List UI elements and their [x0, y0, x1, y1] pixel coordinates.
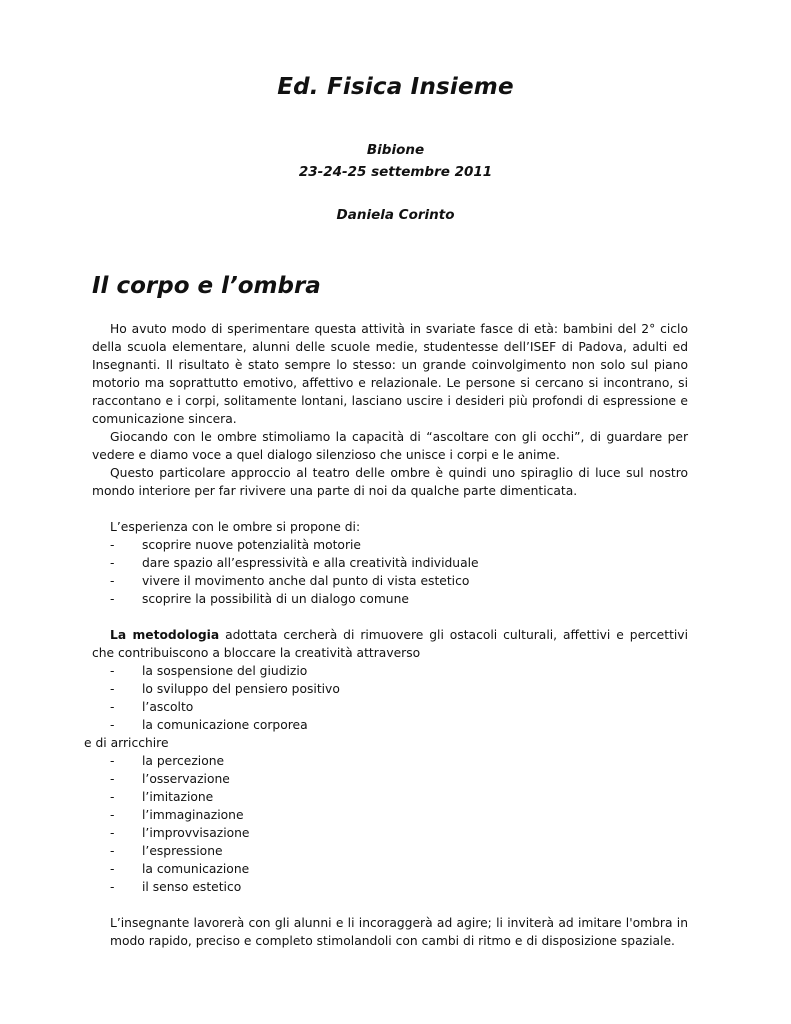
list-item — [92, 824, 688, 842]
list-item — [92, 878, 688, 896]
dash-bullet: - — [110, 700, 115, 714]
list-item-text: dare spazio all’espressività e alla creatività individuale — [142, 556, 479, 570]
list-item — [92, 788, 688, 806]
dash-bullet: - — [110, 592, 115, 606]
list-item-text: l’espressione — [142, 844, 223, 858]
paragraph-final: L’insegnante lavorerà con gli alunni e li incoraggerà ad agire; li inviterà ad imitare l'ombra in modo rapido, preciso e completo stimolandoli con cambi di ritmo e di disposizione spaziale. — [110, 916, 688, 948]
dash-bullet: - — [110, 790, 115, 804]
spacer — [92, 500, 688, 518]
list-item — [92, 698, 688, 716]
spacer — [92, 896, 688, 914]
paragraph-intro: Ho avuto modo di sperimentare questa attività in svariate fasce di età: bambini del 2° ciclo della scuola elementare, alunni delle scuole medie, studentesse dell’ISEF di Padova, adulti ed Insegnanti. Il risultato è stato sempre lo stesso: un grande coinvolgimento non solo sul piano motorio ma soprattutto emotivo, affettivo e relazionale. Le persone si cercano si incontrano, si raccontano e i corpi, solitamente lontani, lasciano uscire i desideri più profondi di espressione e comunicazione sincera. — [92, 322, 688, 426]
event-date: 23-24-25 settembre 2011 — [298, 164, 493, 180]
dash-bullet: - — [110, 826, 115, 840]
list-item — [92, 572, 688, 590]
list-item — [92, 806, 688, 824]
list-item — [92, 554, 688, 572]
list-item — [92, 680, 688, 698]
dash-bullet: - — [110, 880, 115, 894]
list-item-text: vivere il movimento anche dal punto di vista estetico — [142, 574, 470, 588]
dash-bullet: - — [110, 574, 115, 588]
goals-list — [92, 536, 688, 608]
dash-bullet: - — [110, 754, 115, 768]
spacer — [92, 608, 688, 626]
list-item-text: il senso estetico — [142, 880, 242, 894]
enrich-list — [92, 752, 688, 896]
list-item — [92, 770, 688, 788]
list-item — [92, 842, 688, 860]
list-item-text: l’immaginazione — [142, 808, 244, 822]
list-item-text: l’ascolto — [142, 700, 194, 714]
method-list — [92, 662, 688, 734]
list-item-text: scoprire nuove potenzialità motorie — [142, 538, 361, 552]
method-label: La metodologia — [110, 628, 220, 642]
author-name: Daniela Corinto — [336, 207, 455, 223]
section-title: Il corpo e l’ombra — [92, 273, 321, 299]
list-item — [92, 536, 688, 554]
dash-bullet: - — [110, 538, 115, 552]
paragraph-approach: Questo particolare approccio al teatro delle ombre è quindi uno spiraglio di luce sul nostro mondo interiore per far rivivere una parte di noi da qualche parte dimenticata. — [92, 466, 688, 498]
dash-bullet: - — [110, 862, 115, 876]
method-paragraph — [92, 626, 688, 662]
method-text: adottata cercherà di rimuovere gli ostacoli culturali, affettivi e percettivi che contribuiscono a bloccare la creatività attraverso — [92, 628, 688, 660]
paragraph-shadows: Giocando con le ombre stimoliamo la capacità di “ascoltare con gli occhi”, di guardare per vedere e diamo voce a quel dialogo silenzioso che unisce i corpi e le anime. — [92, 430, 688, 462]
list-item — [92, 716, 688, 734]
list-item — [92, 752, 688, 770]
list-item-text: lo sviluppo del pensiero positivo — [142, 682, 340, 696]
dash-bullet: - — [110, 718, 115, 732]
event-place: Bibione — [366, 142, 425, 158]
dash-bullet: - — [110, 664, 115, 678]
enrich-intro: e di arricchire — [84, 736, 169, 750]
list-item — [92, 860, 688, 878]
dash-bullet: - — [110, 808, 115, 822]
list-item-text: l’improvvisazione — [142, 826, 250, 840]
goals-intro: L’esperienza con le ombre si propone di: — [110, 520, 361, 534]
list-item — [92, 662, 688, 680]
dash-bullet: - — [110, 682, 115, 696]
list-item-text: l’imitazione — [142, 790, 214, 804]
section-body — [84, 320, 688, 950]
dash-bullet: - — [110, 844, 115, 858]
list-item-text: la comunicazione — [142, 862, 250, 876]
list-item-text: la comunicazione corporea — [142, 718, 308, 732]
list-item — [92, 590, 688, 608]
document-title: Ed. Fisica Insieme — [277, 74, 514, 100]
dash-bullet: - — [110, 556, 115, 570]
list-item-text: la sospensione del giudizio — [142, 664, 308, 678]
list-item-text: scoprire la possibilità di un dialogo comune — [142, 592, 409, 606]
dash-bullet: - — [110, 772, 115, 786]
list-item-text: l’osservazione — [142, 772, 230, 786]
list-item-text: la percezione — [142, 754, 225, 768]
